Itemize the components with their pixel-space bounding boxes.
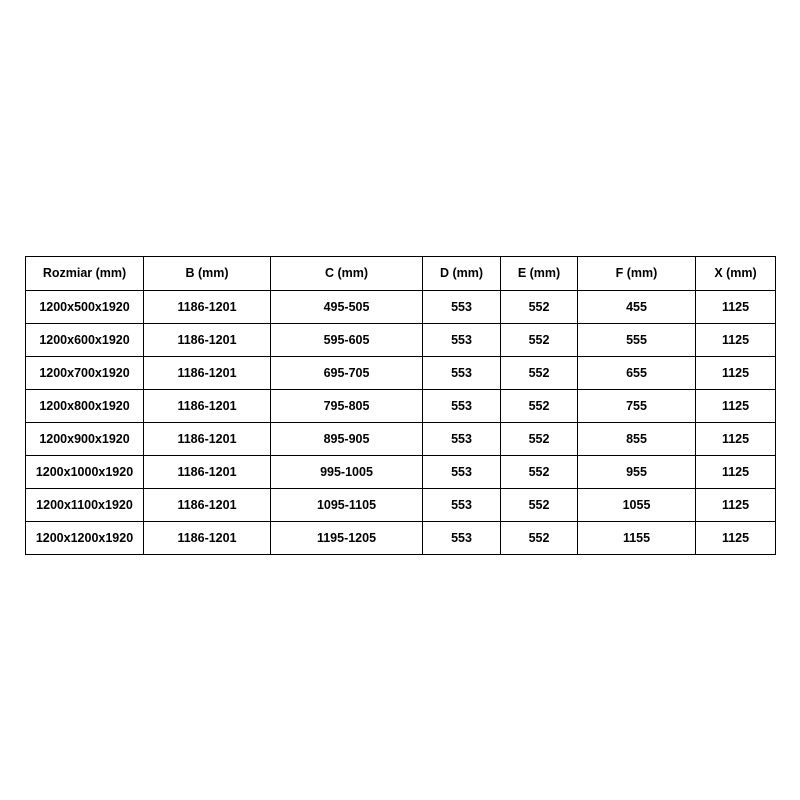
cell-x: 1125 bbox=[696, 423, 776, 456]
cell-c: 795-805 bbox=[271, 390, 423, 423]
cell-f: 855 bbox=[578, 423, 696, 456]
cell-e: 552 bbox=[501, 390, 578, 423]
cell-x: 1125 bbox=[696, 357, 776, 390]
cell-b: 1186-1201 bbox=[144, 324, 271, 357]
cell-x: 1125 bbox=[696, 390, 776, 423]
column-header-d: D (mm) bbox=[423, 257, 501, 291]
cell-c: 695-705 bbox=[271, 357, 423, 390]
column-header-x: X (mm) bbox=[696, 257, 776, 291]
table-row bbox=[26, 357, 776, 390]
cell-e: 552 bbox=[501, 324, 578, 357]
cell-f: 955 bbox=[578, 456, 696, 489]
table-row bbox=[26, 522, 776, 555]
column-header-c: C (mm) bbox=[271, 257, 423, 291]
cell-b: 1186-1201 bbox=[144, 291, 271, 324]
cell-b: 1186-1201 bbox=[144, 357, 271, 390]
cell-b: 1186-1201 bbox=[144, 390, 271, 423]
cell-e: 552 bbox=[501, 522, 578, 555]
cell-rozmiar: 1200x900x1920 bbox=[26, 423, 144, 456]
table-header bbox=[26, 257, 776, 291]
specification-table-container bbox=[25, 256, 775, 555]
cell-rozmiar: 1200x500x1920 bbox=[26, 291, 144, 324]
cell-f: 1155 bbox=[578, 522, 696, 555]
cell-b: 1186-1201 bbox=[144, 423, 271, 456]
cell-b: 1186-1201 bbox=[144, 522, 271, 555]
cell-f: 655 bbox=[578, 357, 696, 390]
cell-e: 552 bbox=[501, 456, 578, 489]
cell-rozmiar: 1200x1000x1920 bbox=[26, 456, 144, 489]
cell-x: 1125 bbox=[696, 489, 776, 522]
cell-f: 1055 bbox=[578, 489, 696, 522]
table-row bbox=[26, 423, 776, 456]
cell-rozmiar: 1200x700x1920 bbox=[26, 357, 144, 390]
table-body bbox=[26, 291, 776, 555]
cell-b: 1186-1201 bbox=[144, 456, 271, 489]
cell-c: 1095-1105 bbox=[271, 489, 423, 522]
cell-c: 595-605 bbox=[271, 324, 423, 357]
table-row bbox=[26, 324, 776, 357]
cell-c: 1195-1205 bbox=[271, 522, 423, 555]
cell-x: 1125 bbox=[696, 456, 776, 489]
column-header-rozmiar: Rozmiar (mm) bbox=[26, 257, 144, 291]
cell-rozmiar: 1200x800x1920 bbox=[26, 390, 144, 423]
cell-x: 1125 bbox=[696, 291, 776, 324]
cell-e: 552 bbox=[501, 291, 578, 324]
table-row bbox=[26, 489, 776, 522]
cell-d: 553 bbox=[423, 390, 501, 423]
cell-d: 553 bbox=[423, 489, 501, 522]
cell-x: 1125 bbox=[696, 324, 776, 357]
cell-b: 1186-1201 bbox=[144, 489, 271, 522]
cell-c: 995-1005 bbox=[271, 456, 423, 489]
column-header-e: E (mm) bbox=[501, 257, 578, 291]
cell-e: 552 bbox=[501, 357, 578, 390]
cell-e: 552 bbox=[501, 423, 578, 456]
cell-d: 553 bbox=[423, 291, 501, 324]
specification-table bbox=[25, 256, 776, 555]
cell-f: 755 bbox=[578, 390, 696, 423]
cell-d: 553 bbox=[423, 456, 501, 489]
cell-f: 555 bbox=[578, 324, 696, 357]
table-header-row bbox=[26, 257, 776, 291]
cell-d: 553 bbox=[423, 423, 501, 456]
table-row bbox=[26, 291, 776, 324]
cell-c: 895-905 bbox=[271, 423, 423, 456]
cell-x: 1125 bbox=[696, 522, 776, 555]
cell-rozmiar: 1200x600x1920 bbox=[26, 324, 144, 357]
cell-d: 553 bbox=[423, 522, 501, 555]
cell-e: 552 bbox=[501, 489, 578, 522]
cell-rozmiar: 1200x1100x1920 bbox=[26, 489, 144, 522]
table-row bbox=[26, 456, 776, 489]
cell-d: 553 bbox=[423, 324, 501, 357]
column-header-b: B (mm) bbox=[144, 257, 271, 291]
cell-f: 455 bbox=[578, 291, 696, 324]
cell-c: 495-505 bbox=[271, 291, 423, 324]
table-row bbox=[26, 390, 776, 423]
column-header-f: F (mm) bbox=[578, 257, 696, 291]
cell-d: 553 bbox=[423, 357, 501, 390]
cell-rozmiar: 1200x1200x1920 bbox=[26, 522, 144, 555]
